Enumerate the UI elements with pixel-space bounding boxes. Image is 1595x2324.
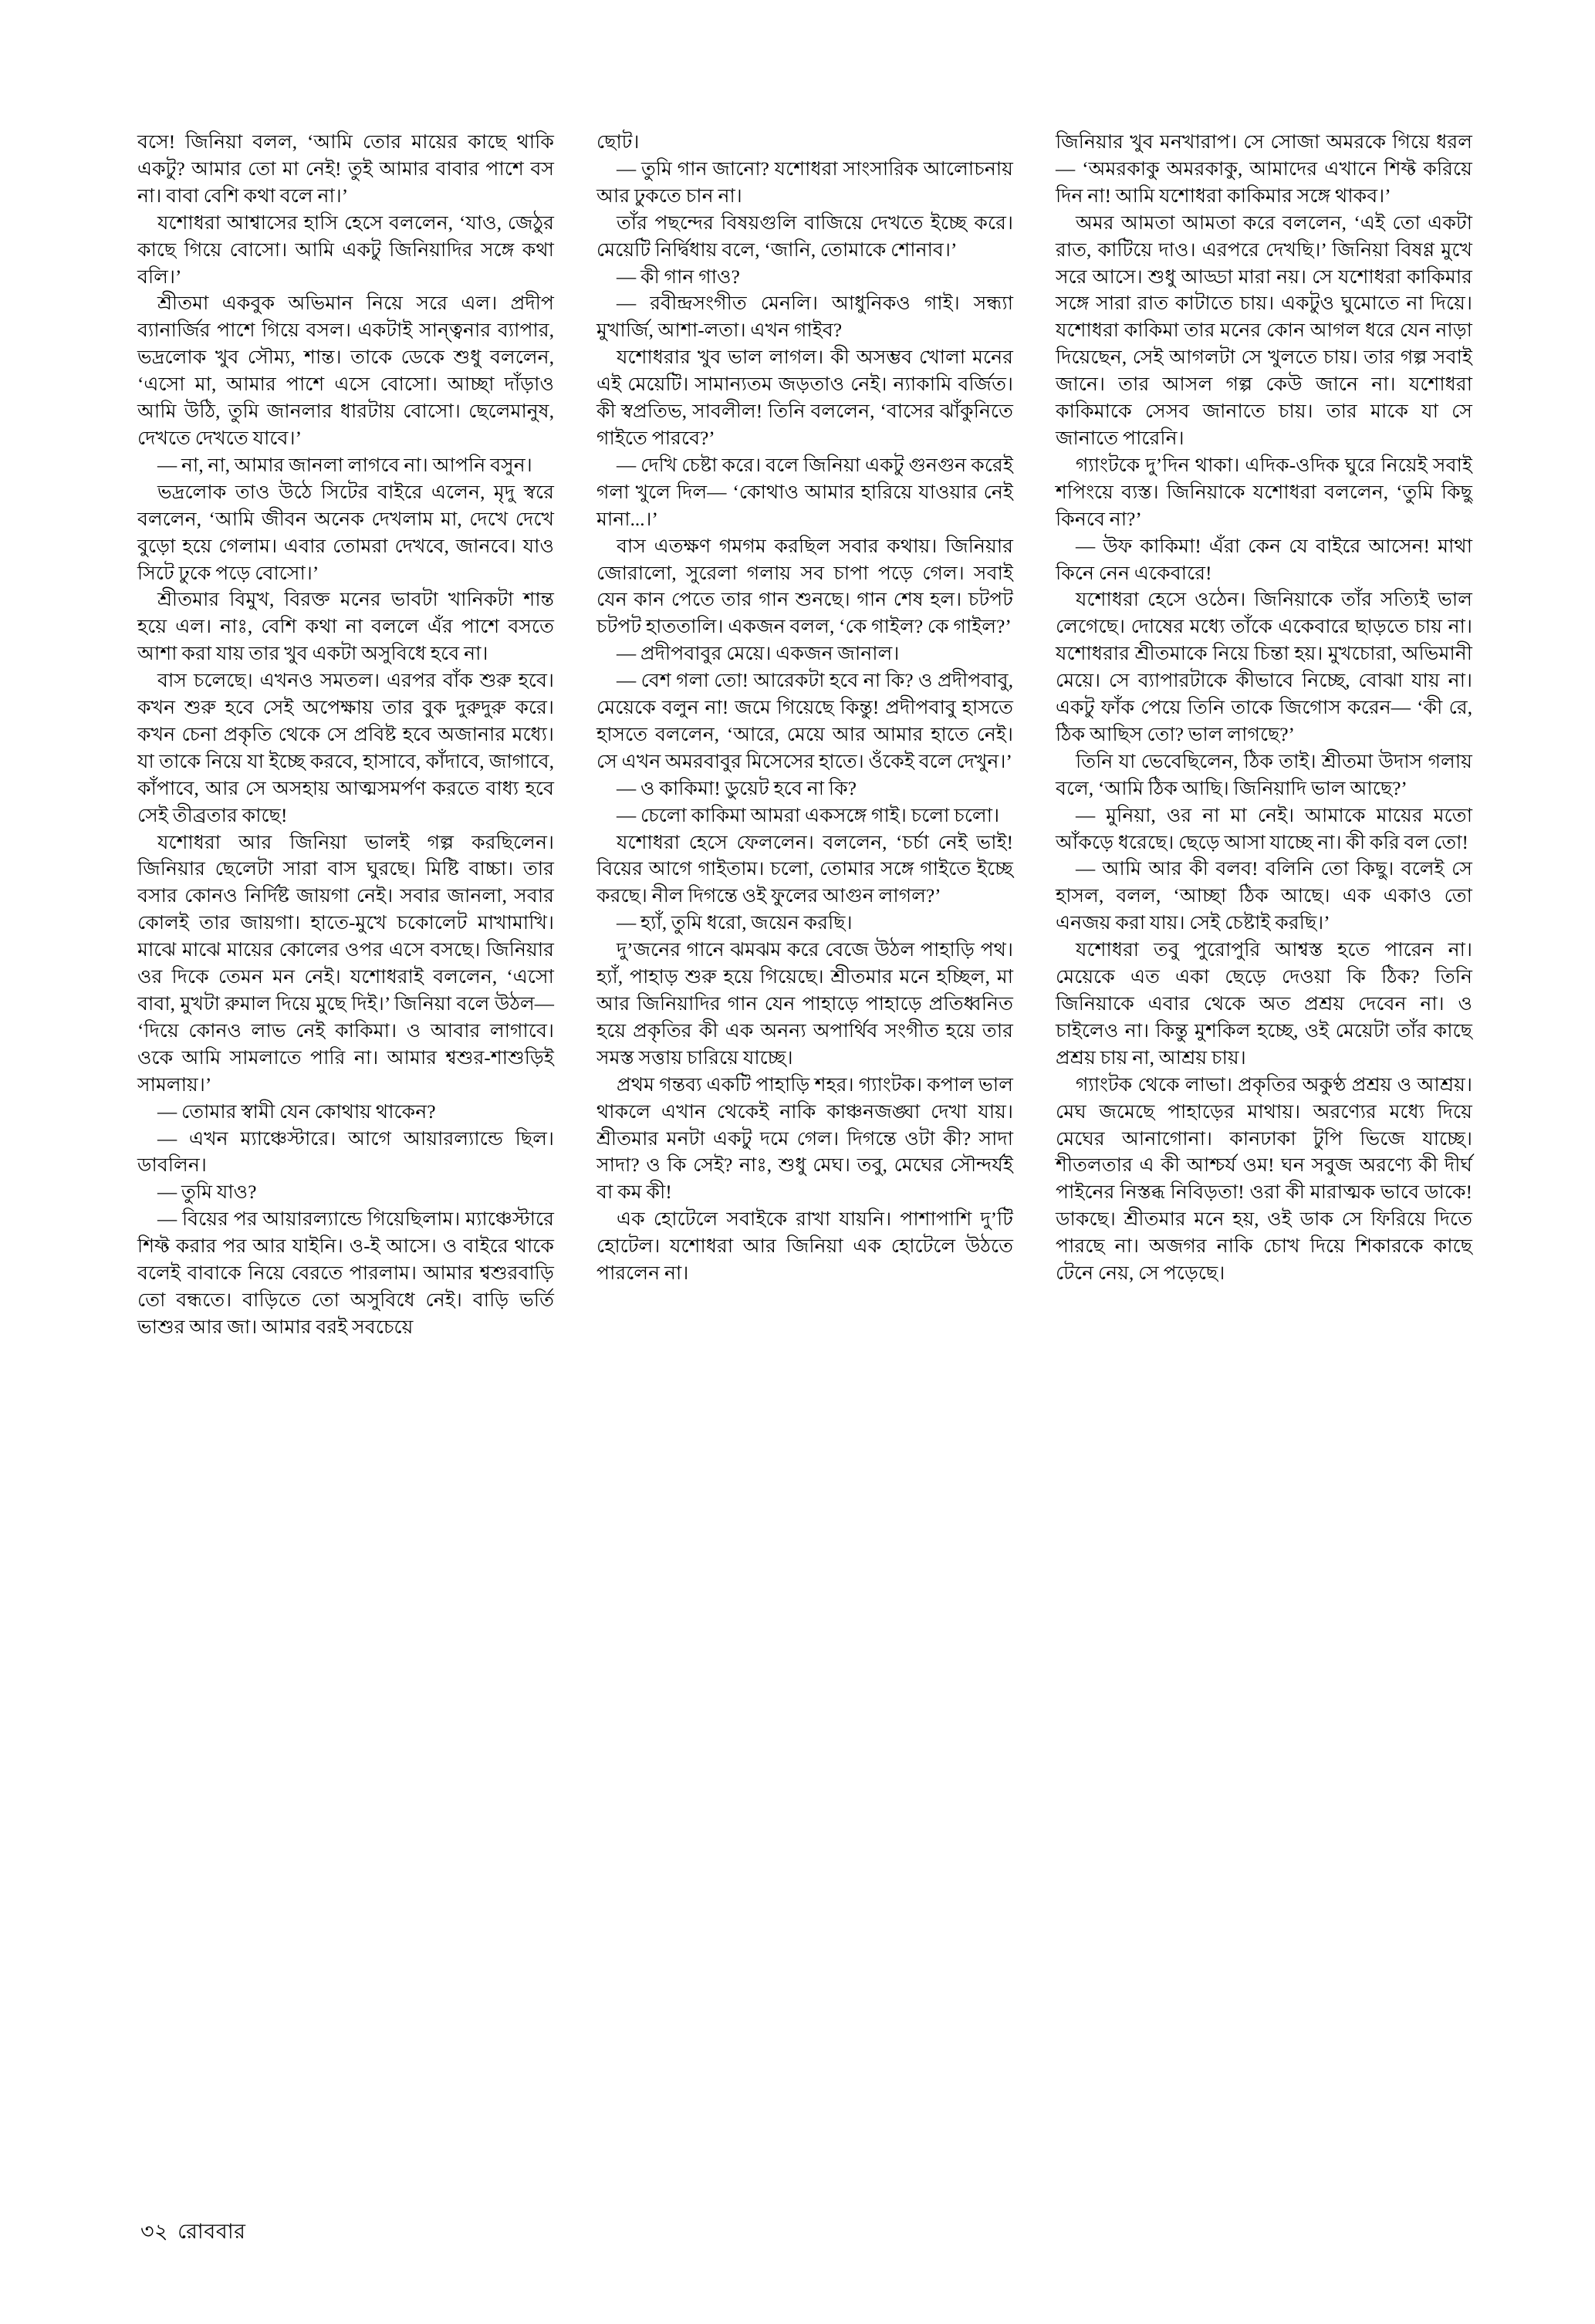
- dialogue-line: — মুনিয়া, ওর না মা নেই। আমাকে মায়ের মতো আঁকড়ে ধরেছে। ছেড়ে আসা যাচ্ছে না। কী করি বল তো!: [1056, 805, 1472, 853]
- dialogue-line: — চেলো কাকিমা আমরা একসঙ্গে গাই। চলো চলো।: [617, 805, 1000, 826]
- dialogue-line: — প্রদীপবাবুর মেয়ে। একজন জানাল।: [617, 643, 900, 665]
- paragraph: ভদ্রলোক তাও উঠে সিটের বাইরে এলেন, মৃদু স্বরে বললেন, ‘আমি জীবন অনেক দেখলাম মা, দেখে দেখে বুড়ো হয়ে গেলাম। এবার তোমরা দেখবে, জানবে। যাও সিটে ঢুকে পড়ে বোসো।’: [137, 481, 554, 584]
- dialogue-line: — রবীন্দ্রসংগীত মেনলি। আধুনিকও গাই। সন্ধ্যা মুখার্জি, আশা-লতা। এখন গাইব?: [596, 293, 1013, 342]
- dialogue-line: — হ্যাঁ, তুমি ধরো, জয়েন করছি।: [617, 913, 853, 934]
- column-1: [137, 130, 554, 1342]
- paragraph: এক হোটেলে সবাইকে রাখা যায়নি। পাশাপাশি দু’টি হোটেল। যশোধরা আর জিনিয়া এক হোটেলে উঠতে পারলেন না।: [596, 1209, 1013, 1285]
- paragraph: বাস এতক্ষণ গমগম করছিল সবার কথায়। জিনিয়ার জোরালো, সুরেলা গলায় সব চাপা পড়ে গেল। সবাই যেন কান পেতে তার গান শুনছে। গান শেষ হল। চটপট চটপট হাততালি। একজন বলল, ‘কে গাইল? কে গাইল?’: [596, 535, 1013, 638]
- column-2: [596, 130, 1013, 1288]
- paragraph: প্রথম গন্তব্য একটি পাহাড়ি শহর। গ্যাংটক। কপাল ভাল থাকলে এখান থেকেই নাকি কাঞ্চনজঙ্ঘা দেখা যায়। শ্রীতমার মনটা একটু দমে গেল। দিগন্তে ওটা কী? সাদা সাদা? ও কি সেই? নাঃ, শুধু মেঘ। তবু, মেঘের সৌন্দর্যই বা কম কী!: [596, 1074, 1013, 1204]
- dialogue-line: — আমি আর কী বলব! বলিনি তো কিছু। বলেই সে হাসল, বলল, ‘আচ্ছা ঠিক আছে। এক একাও তো এনজয় করা যায়। সেই চেষ্টাই করছি।’: [1056, 859, 1472, 934]
- paragraph: শ্রীতমা একবুক অভিমান নিয়ে সরে এল। প্রদীপ ব্যানার্জির পাশে গিয়ে বসল। একটাই সান্ত্বনার ব্যাপার, ভদ্রলোক খুব সৌম্য, শান্ত। তাকে ডেকে শুধু বললেন, ‘এসো মা, আমার পাশে এসে বোসো। আচ্ছা দাঁড়াও আমি উঠি, তুমি জানলার ধারটায় বোসো। ছেলেমানুষ, দেখতে দেখতে যাবে।’: [137, 293, 554, 449]
- paragraph: দু’জনের গানে ঝমঝম করে বেজে উঠল পাহাড়ি পথ। হ্যাঁ, পাহাড় শুরু হয়ে গিয়েছে। শ্রীতমার মনে হচ্ছিল, মা আর জিনিয়াদির গান যেন পাহাড়ে পাহাড়ে প্রতিধ্বনিত হয়ে প্রকৃতির কী এক অনন্য অপার্থিব সংগীত হয়ে তার সমস্ত সত্তায় চারিয়ে যাচ্ছে।: [596, 940, 1013, 1069]
- paragraph: যশোধরার খুব ভাল লাগল। কী অসম্ভব খোলা মনের এই মেয়েটি। সামান্যতম জড়তাও নেই। ন্যাকামি বর্জিত। কী স্বপ্রতিভ, সাবলীল! তিনি বললেন, ‘বাসের ঝাঁকুনিতে গাইতে পারবে?’: [596, 347, 1013, 449]
- magazine-name: রোববার: [177, 2220, 246, 2243]
- paragraph: যশোধরা আর জিনিয়া ভালই গল্প করছিলেন। জিনিয়ার ছেলেটা সারা বাস ঘুরছে। মিষ্টি বাচ্চা। তার বসার কোনও নির্দিষ্ট জায়গা নেই। সবার জানলা, সবার কোলই তার জায়গা। হাতে-মুখে চকোলেট মাখামাখি। মাঝে মাঝে মায়ের কোলের ওপর এসে বসছে। জিনিয়ার ওর দিকে তেমন মন নেই। যশোধরাই বললেন, ‘এসো বাবা, মুখটা রুমাল দিয়ে মুছে দিই।’ জিনিয়া বলে উঠল— ‘দিয়ে কোনও লাভ নেই কাকিমা। ও আবার লাগাবে। ওকে আমি সামলাতে পারি না। আমার শ্বশুর-শাশুড়িই সামলায়।’: [137, 832, 554, 1096]
- paragraph: বাস চলেছে। এখনও সমতল। এরপর বাঁক শুরু হবে। কখন শুরু হবে সেই অপেক্ষায় তার বুক দুরুদুরু করে। কখন চেনা প্রকৃতি থেকে সে প্রবিষ্ট হবে অজানার মধ্যে। যা তাকে নিয়ে যা ইচ্ছে করবে, হাসাবে, কাঁদাবে, জাগাবে, কাঁপাবে, আর সে অসহায় আত্মসমর্পণ করতে বাধ্য হবে সেই তীব্রতার কাছে!: [137, 671, 554, 826]
- column-3: [1056, 130, 1472, 1288]
- paragraph: যশোধরা হেসে ফেললেন। বললেন, ‘চর্চা নেই ভাই! বিয়ের আগে গাইতাম। চলো, তোমার সঙ্গে গাইতে ইচ্ছে করছে। নীল দিগন্তে ওই ফুলের আগুন লাগল?’: [596, 832, 1013, 907]
- paragraph: যশোধরা আশ্বাসের হাসি হেসে বললেন, ‘যাও, জেঠুর কাছে গিয়ে বোসো। আমি একটু জিনিয়াদির সঙ্গে কথা বলি।’: [137, 212, 554, 288]
- dialogue-line: — বিয়ের পর আয়ারল্যান্ডে গিয়েছিলাম। ম্যাঞ্চেস্টারে শিফ্ট করার পর আর যাইনি। ও-ই আসে। ও বাইরে থাকে বলেই বাবাকে নিয়ে বেরতে পারলাম। আমার শ্বশুরবাড়ি তো বন্ধতে। বাড়িতে তো অসুবিধে নেই। বাড়ি ভর্তি ভাশুর আর জা। আমার বরই সবচেয়ে: [137, 1209, 554, 1338]
- dialogue-line: — এখন ম্যাঞ্চেস্টারে। আগে আয়ারল্যান্ডে ছিল। ডাবলিন।: [137, 1128, 554, 1177]
- paragraph: জিনিয়ার খুব মনখারাপ। সে সোজা অমরকে গিয়ে ধরল— ‘অমরকাকু অমরকাকু, আমাদের এখানে শিফ্ট করিয়ে দিন না! আমি যশোধরা কাকিমার সঙ্গে থাকব।’: [1056, 132, 1472, 207]
- paragraph: যশোধরা তবু পুরোপুরি আশ্বস্ত হতে পারেন না। মেয়েকে এত একা ছেড়ে দেওয়া কি ঠিক? তিনি জিনিয়াকে এবার থেকে অত প্রশ্রয় দেবেন না। ও চাইলেও না। কিন্তু মুশকিল হচ্ছে, ওই মেয়েটা তাঁর কাছে প্রশ্রয় চায় না, আশ্রয় চায়।: [1056, 940, 1472, 1069]
- dialogue-line: — দেখি চেষ্টা করে। বলে জিনিয়া একটু গুনগুন করেই গলা খুলে দিল— ‘কোথাও আমার হারিয়ে যাওয়ার নেই মানা...।’: [596, 454, 1013, 530]
- paragraph: ছোট।: [596, 132, 640, 153]
- dialogue-line: — না, না, আমার জানলা লাগবে না। আপনি বসুন।: [157, 454, 532, 476]
- paragraph: তিনি যা ভেবেছিলেন, ঠিক তাই। শ্রীতমা উদাস গলায় বলে, ‘আমি ঠিক আছি। জিনিয়াদি ভাল আছে?’: [1056, 751, 1472, 799]
- paragraph: অমর আমতা আমতা করে বললেন, ‘এই তো একটা রাত, কাটিয়ে দাও। এরপরে দেখছি।’ জিনিয়া বিষণ্ণ মুখে সরে আসে। শুধু আড্ডা মারা নয়। সে যশোধরা কাকিমার সঙ্গে সারা রাত কাটাতে চায়। একটুও ঘুমোতে না দিয়ে। যশোধরা কাকিমা তার মনের কোন আগল ধরে যেন নাড়া দিয়েছেন, সেই আগলটা সে খুলতে চায়। তার গল্প সবাই জানে। তার আসল গল্প কেউ জানে না। যশোধরা কাকিমাকে সেসব জানাতে চায়। তার মাকে যা সে জানাতে পারেনি।: [1056, 212, 1472, 449]
- paragraph: তাঁর পছন্দের বিষয়গুলি বাজিয়ে দেখতে ইচ্ছে করে। মেয়েটি নির্দ্বিধায় বলে, ‘জানি, তোমাকে শোনাব।’: [596, 212, 1013, 261]
- paragraph: শ্রীতমার বিমুখ, বিরক্ত মনের ভাবটা খানিকটা শান্ত হয়ে এল। নাঃ, বেশি কথা না বললে এঁর পাশে বসতে আশা করা যায় তার খুব একটা অসুবিধে হবে না।: [137, 589, 554, 665]
- dialogue-line: — ও কাকিমা! ডুয়েট হবে না কি?: [617, 778, 857, 799]
- dialogue-line: — বেশ গলা তো! আরেকটা হবে না কি? ও প্রদীপবাবু, মেয়েকে বলুন না! জমে গিয়েছে কিন্তু! প্রদীপবাবু হাসতে হাসতে বললেন, ‘আরে, মেয়ে আর আমার হাতে নেই। সে এখন অমরবাবুর মিসেসের হাতে। ওঁকেই বলে দেখুন।’: [596, 671, 1013, 772]
- page-number: ৩২: [140, 2220, 169, 2243]
- dialogue-line: — তোমার স্বামী যেন কোথায় থাকেন?: [157, 1101, 436, 1123]
- paragraph: বসে! জিনিয়া বলল, ‘আমি তোর মায়ের কাছে থাকি একটু? আমার তো মা নেই! তুই আমার বাবার পাশে বস না। বাবা বেশি কথা বলে না।’: [137, 132, 554, 207]
- dialogue-line: — উফ কাকিমা! এঁরা কেন যে বাইরে আসেন! মাথা কিনে নেন একেবারে!: [1056, 535, 1472, 584]
- dialogue-line: — কী গান গাও?: [617, 266, 740, 288]
- paragraph: গ্যাংটকে দু’দিন থাকা। এদিক-ওদিক ঘুরে নিয়েই সবাই শপিংয়ে ব্যস্ত। জিনিয়াকে যশোধরা বললেন, ‘তুমি কিছু কিনবে না?’: [1056, 454, 1472, 530]
- paragraph: যশোধরা হেসে ওঠেন। জিনিয়াকে তাঁর সত্যিই ভাল লেগেছে। দোষের মধ্যে তাঁকে একেবারে ছাড়তে চায় না। যশোধরার শ্রীতমাকে নিয়ে চিন্তা হয়। মুখচোরা, অভিমানী মেয়ে। সে ব্যাপারটাকে কীভাবে নিচ্ছে, বোঝা যায় না। একটু ফাঁক পেয়ে তিনি তাকে জিগোস করেন— ‘কী রে, ঠিক আছিস তো? ভাল লাগছে?’: [1056, 589, 1472, 745]
- text-columns: [137, 130, 1472, 2182]
- paragraph: গ্যাংটক থেকে লাভা। প্রকৃতির অকুণ্ঠ প্রশ্রয় ও আশ্রয়। মেঘ জমেছে পাহাড়ের মাথায়। অরণ্যের মধ্যে দিয়ে মেঘের আনাগোনা। কানঢাকা টুপি ভিজে যাচ্ছে। শীতলতার এ কী আশ্চর্য ওম! ঘন সবুজ অরণ্যে কী দীর্ঘ পাইনের নিস্তব্ধ নিবিড়তা! ওরা কী মারাত্মক ভাবে ডাকে! ডাকছে। শ্রীতমার মনে হয়, ওই ডাক সে ফিরিয়ে দিতে পারছে না। অজগর নাকি চোখ দিয়ে শিকারকে কাছে টেনে নেয়, সে পড়েছে।: [1056, 1074, 1472, 1285]
- dialogue-line: — তুমি যাও?: [157, 1182, 257, 1204]
- page-footer: [140, 2216, 246, 2251]
- dialogue-line: — তুমি গান জানো? যশোধরা সাংসারিক আলোচনায় আর ঢুকতে চান না।: [596, 158, 1013, 207]
